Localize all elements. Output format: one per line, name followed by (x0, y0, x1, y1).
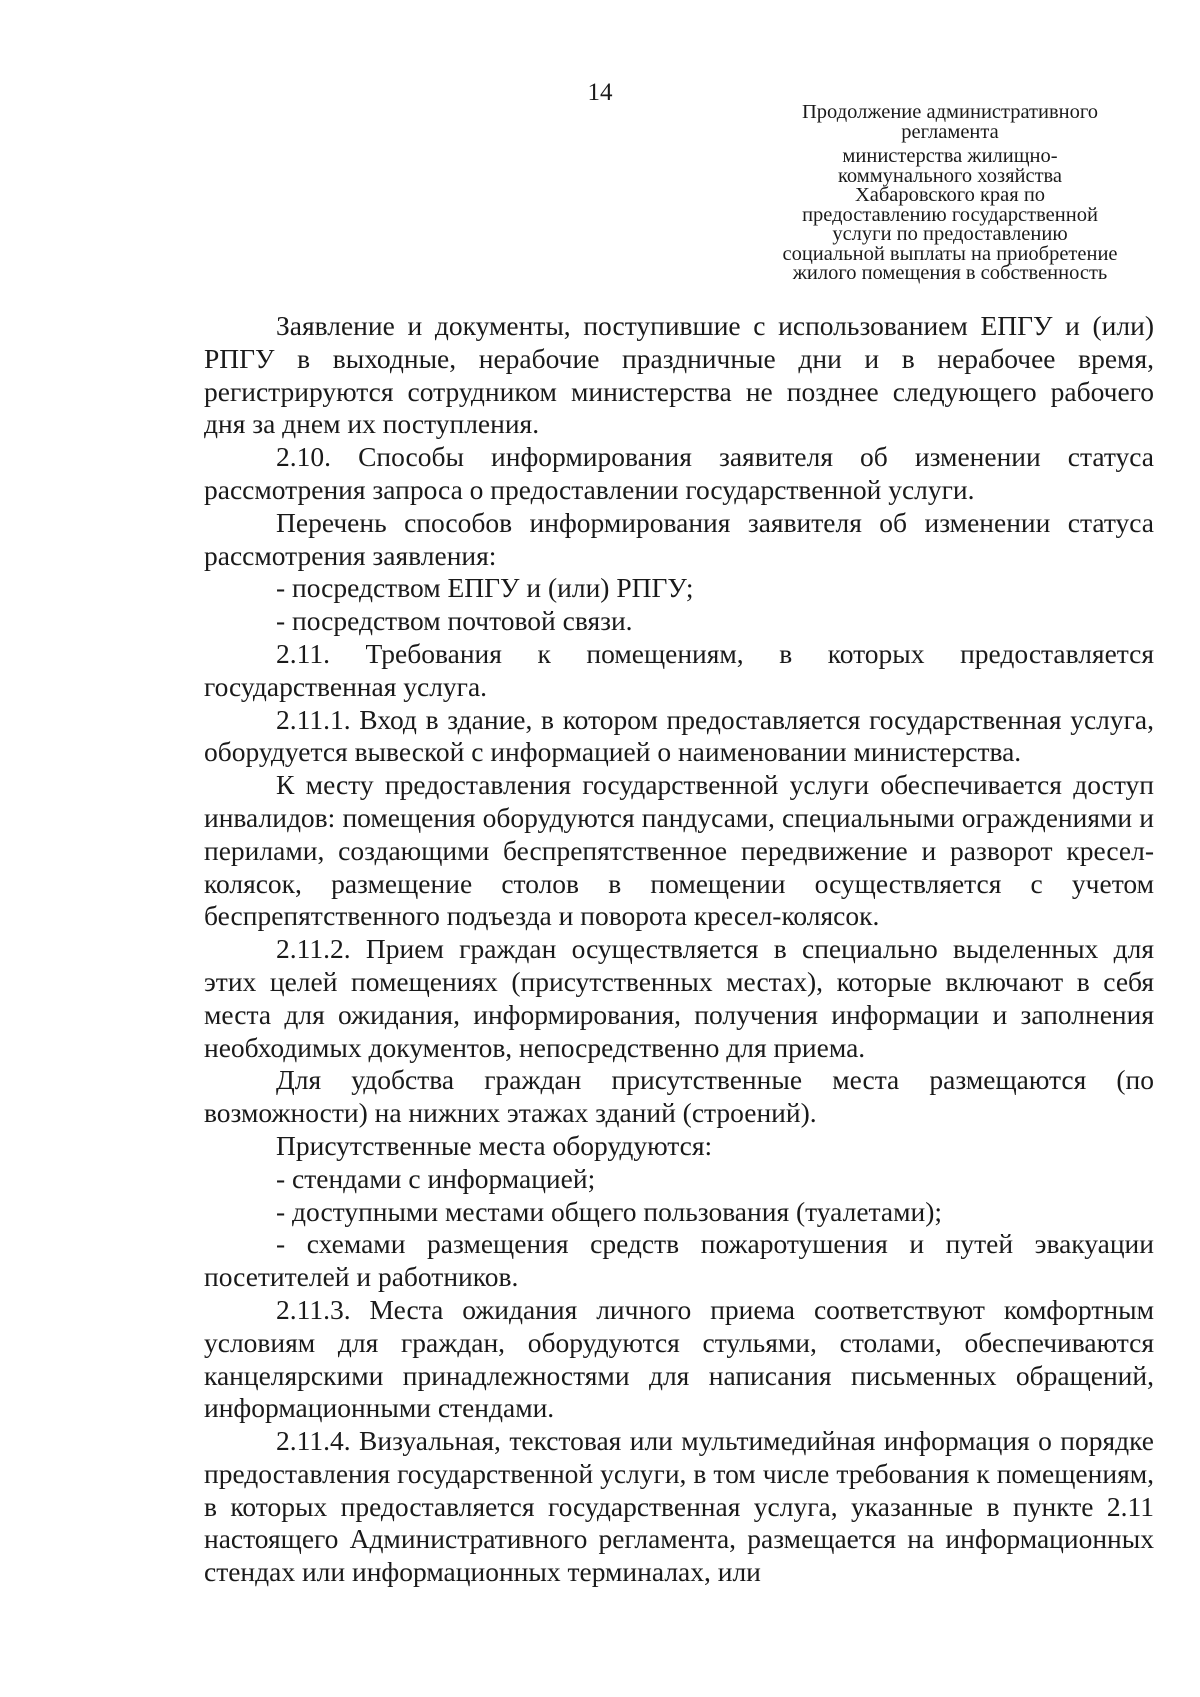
header-line: жилого помещения в собственность (792, 262, 1108, 284)
header-line: услуги по предоставлению (832, 223, 1068, 245)
header-line: Хабаровского края по (854, 184, 1046, 206)
list-item: - схемами размещения средств пожаротушения и путей эвакуации посетителей и работников. (204, 1228, 1154, 1293)
document-body (204, 310, 1154, 1589)
header-line: министерства жилищно- (842, 145, 1058, 167)
list-item: - стендами с информацией; (276, 1162, 596, 1194)
paragraph: 2.11.2. Прием граждан осуществляется в специально выделенных для этих целей помещениях (присутственных местах), которые включают в себя места для ожидания, информирования, получения информации и заполнения необходимых документов, непосредственно для приема. (204, 933, 1154, 1063)
header-line: социальной выплаты на приобретение (782, 242, 1118, 265)
section-heading: 2.10. Способы информирования заявителя об изменении статуса рассмотрения запроса о предоставлении государственной услуги. (204, 441, 1154, 505)
paragraph: Для удобства граждан присутственные места размещаются (по возможности) на нижних этажах зданий (строений). (204, 1064, 1154, 1129)
header-line: Продолжение административного (801, 101, 1099, 123)
paragraph: 2.11.1. Вход в здание, в котором предоставляется государственная услуга, оборудуется вывеской с информацией о наименовании министерства. (204, 703, 1154, 768)
paragraph: 2.11.3. Места ожидания личного приема соответствуют комфортным условиям для граждан, оборудуются стульями, столами, обеспечиваются канцелярскими принадлежностями для написания письменных обращений, информационными стендами. (204, 1293, 1154, 1424)
header-line: предоставлению государственной (802, 203, 1098, 226)
section-heading: 2.11. Требования к помещениям, в которых предоставляется государственная услуга. (204, 637, 1154, 702)
list-item: - доступными местами общего пользования (туалетами); (276, 1195, 943, 1227)
paragraph: Перечень способов информирования заявителя об изменении статуса рассмотрения заявления: (204, 506, 1154, 571)
paragraph: К месту предоставления государственной услуги обеспечивается доступ инвалидов: помещения оборудуются пандусами, специальными ограждениями и перилами, создающими беспрепятственное передвижение и разворот кресел-колясок, размещение столов в помещении осуществляется с учетом беспрепятственного подъезда и поворота кресел-колясок. (204, 769, 1154, 932)
paragraph: 2.11.4. Визуальная, текстовая или мультимедийная информация о порядке предоставления государственной услуги, в том числе требования к помещениям, в которых предоставляется государственная услуга, указанные в пункте 2.11 настоящего Административного регламента, размещается на информационных стендах или информационных терминалах, или (204, 1425, 1154, 1588)
paragraph: Заявление и документы, поступившие с использованием ЕПГУ и (или) РПГУ в выходные, нерабочие праздничные дни и в нерабочее время, регистрируются сотрудником министерства не позднее следующего рабочего дня за днем их поступления. (204, 310, 1154, 440)
page-number: 14 (587, 79, 613, 106)
paragraph: Присутственные места оборудуются: (276, 1129, 713, 1161)
document-header (740, 103, 1160, 284)
list-item: - посредством почтовой связи. (276, 605, 633, 637)
header-line: регламента (901, 120, 999, 143)
header-line: коммунального хозяйства (837, 164, 1063, 187)
list-item: - посредством ЕПГУ и (или) РПГУ; (276, 572, 694, 604)
